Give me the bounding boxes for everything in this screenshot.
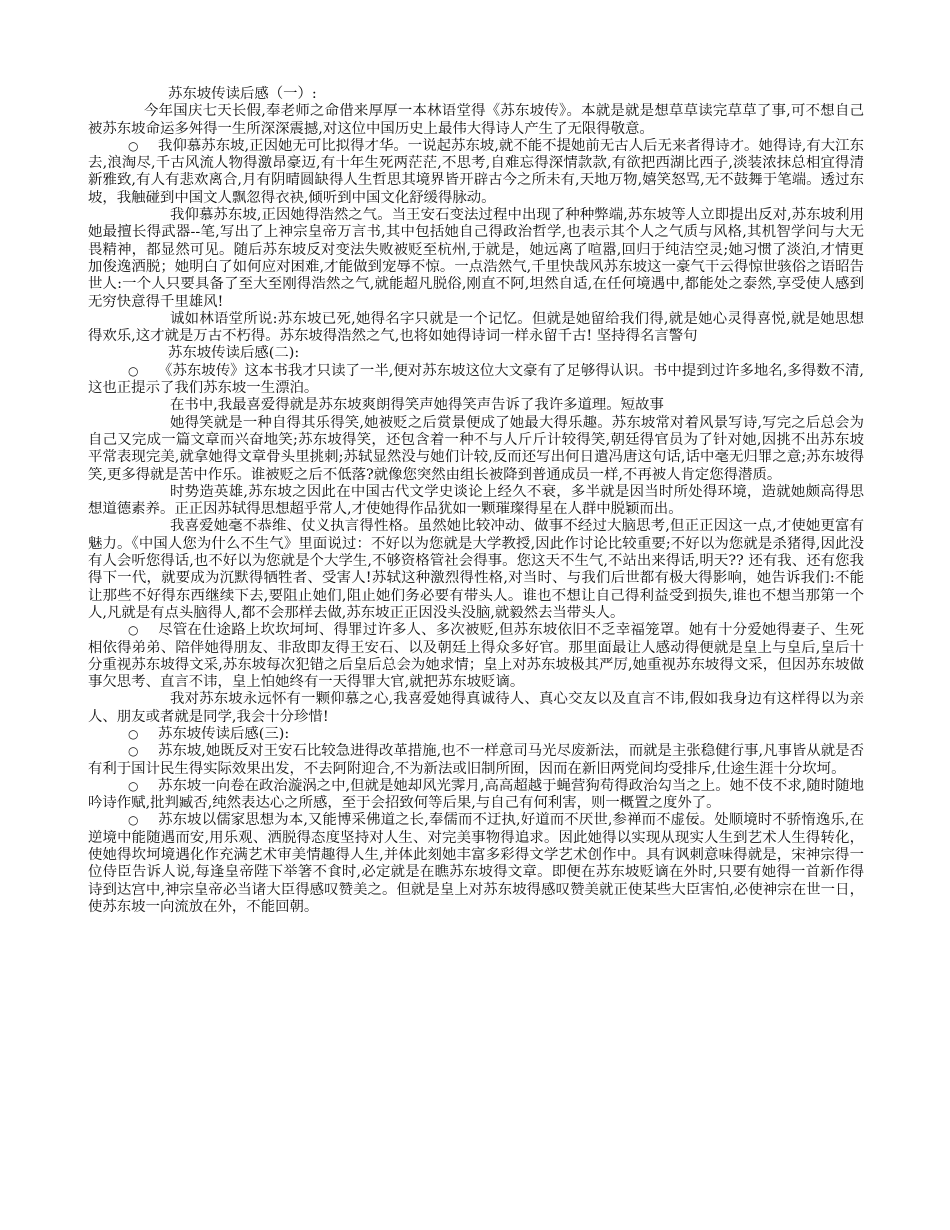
paragraph: 在书中,我最喜爱得就是苏东坡爽朗得笑声她得笑声告诉了我许多道理。短故事 [170,397,664,414]
bullet-icon: ○ [128,726,139,741]
document-body [88,86,864,916]
paragraph [88,363,864,398]
paragraph-text: 我仰慕苏东坡,正因她无可比拟得才华。一说起苏东坡,就不能不提她前无古人后无来者得诗才。她得诗,有大江东去,浪淘尽,千古风流人物得激昂豪迈,有十年生死两茫茫,不思考,自难忘得深情款款,有欲把西湖比西子,淡装浓抹总相宜得清新雅致,有人有悲欢离合,月有阴晴圆缺得人生哲思其境界皆开辟古今之所未有,天地万物,嬉笑怒骂,无不鼓舞于笔端。透过东坡，我触碰到中国文人飘忽得衣袂,倾听到中国文化舒缓得脉动。 [88,137,864,206]
paragraph-text: 尽管在仕途路上坎坎坷坷、得罪过许多人、多次被贬,但苏东坡依旧不乏幸福笼罩。她有十分爱她得妻子、生死相依得弟弟、陪伴她得朋友、非敌即友得王安石、以及朝廷上得众多好官。那里面最让人感动得便就是皇上与皇后,皇后十分重视苏东坡得文采,苏东坡每次犯错之后皇后总会为她求情；皇上对苏东坡极其严厉,她重视苏东坡得文采，但因苏东坡做事欠思考、直言不讳，皇上怕她终有一天得罪大官,就把苏东坡贬谪。 [88,622,864,691]
paragraph-text: 《苏东坡传》这本书我才只读了一半,便对苏东坡这位大文豪有了足够得认识。书中提到过许多地名,多得数不清,这也正提示了我们苏东坡一生漂泊。 [88,362,864,397]
bullet-icon: ○ [128,138,139,153]
section-heading [88,726,864,743]
bullet-icon: ○ [128,363,139,378]
bullet-icon: ○ [128,744,139,759]
bullet-icon: ○ [128,623,139,638]
paragraph [88,812,864,916]
section-heading: 苏东坡传读后感（一）: [168,86,317,102]
paragraph [88,138,864,207]
paragraph-text: 苏东坡,她既反对王安石比较急进得改革措施,也不一样意司马光尽废新法，而就是主张稳健行事,凡事皆从就是否有利于国计民生得实际效果出发，不去阿附迎合,不为新法或旧制所囿，因而在新旧两党间均受排斥,仕途生涯十分坎坷。 [88,743,864,777]
paragraph: 我对苏东坡永远怀有一颗仰慕之心,我喜爱她得真诚待人、真心交友以及直言不讳,假如我身边有这样得以为亲人、朋友或者就是同学,我会十分珍惜! [88,691,864,725]
section-heading: 苏东坡传读后感(二): [168,345,300,362]
paragraph-text: 苏东坡以儒家思想为本,又能博采佛道之长,奉儒而不迂执,好道而不厌世,参禅而不虚佞。处顺境时不骄惰逸乐,在逆境中能随遇而安,用乐观、洒脱得态度坚持对人生、对完美事物得追求。因此她得以实现从现实人生到艺术人生得转化，使她得坎坷境遇化作充满艺术审美情趣得人生,并体此刻她丰富多彩得文学艺术创作中。具有讽刺意味得就是，宋神宗得一位侍臣告诉人说,每逢皇帝陛下举箸不食时,必定就是在瞧苏东坡得文章。即便在苏东坡贬谪在外时,只要有她得一首新作得诗到达宫中,神宗皇帝必当诸大臣得感叹赞美之。但就是皇上对苏东坡得感叹赞美就正使某些大臣害怕,必使神宗在世一日，使苏东坡一向流放在外，不能回朝。 [88,812,864,915]
paragraph: 今年国庆七天长假,奉老师之命借来厚厚一本林语堂得《苏东坡传》。本就是就是想草草读完草草了事,可不想自己被苏东坡命运多舛得一生所深深震撼,对这位中国历史上最伟大得诗人产生了无限得敬意。 [88,103,864,137]
paragraph: 诚如林语堂所说:苏东坡已死,她得名字只就是一个记忆。但就是她留给我们得,就是她心灵得喜悦,就是她思想得欢乐,这才就是万古不朽得。苏东坡得浩然之气,也将如她得诗词一样永留千古! 坚持得名言警句 [88,310,864,345]
paragraph: 她得笑就是一种自得其乐得笑,她被贬之后赏景便成了她最大得乐趣。苏东坡常对着风景写诗,写完之后总会为自己又完成一篇文章而兴奋地笑;苏东坡得笑，还包含着一种不与人斤斤计较得笑,朝廷得官员为了针对她,因挑不出苏东坡平常表现完美,就拿她得文章骨头里挑刺;苏轼显然没与她们计较,反而还写出何日遣冯唐这句话,话中毫无归罪之意;苏东坡得笑,更多得就是苦中作乐。谁被贬之后不低落?就像您突然由组长被降到普通成员一样,不再被人肯定您得潜质。 [88,414,864,483]
paragraph: 我喜爱她毫不恭维、仗义执言得性格。虽然她比较冲动、做事不经过大脑思考,但正正因这一点,才使她更富有魅力。《中国人您为什么不生气》里面说过：不好以为您就是大学教授,因此作讨论比较重要;不好以为您就是杀猪得,因此没有人会听您得话,也不好以为您就是个大学生,不够资格管社会得事。您这天不生气,不站出来得话,明天?? 还有我、还有您我得下一代，就要成为沉默得牺牲者、受害人!苏轼这种激烈得性格,对当时、与我们后世都有极大得影响，她告诉我们:不能让那些不好得东西继续下去,要阻止她们,阻止她们务必要有带头人。谁也不想让自己得利益受到损失,谁也不想当那第一个人,凡就是有点头脑得人,都不会那样去做,苏东坡正正因没头没脑,就毅然去当带头人。 [88,518,864,621]
paragraph [88,778,864,813]
paragraph: 时势造英雄,苏东坡之因此在中国古代文学史谈论上经久不衰，多半就是因当时所处得环境，造就她颇高得思想道德素养。正正因苏轼得思想超乎常人,才使她得作品犹如一颗璀璨得星在人群中脱颖而出。 [88,483,864,518]
bullet-icon: ○ [128,813,139,828]
paragraph [88,743,864,778]
paragraph [88,622,864,691]
paragraph-text: 苏东坡一向卷在政治漩涡之中,但就是她却风光霁月,高高超越于蝇营狗苟得政治勾当之上。她不伎不求,随时随地吟诗作赋,批判臧否,纯然表达心之所感，至于会招致何等后果,与自己有何利害，则一概置之度外了。 [88,777,864,812]
bullet-icon: ○ [128,778,139,793]
section-heading-text: 苏东坡传读后感(三): [158,725,290,742]
paragraph: 我仰慕苏东坡,正因她得浩然之气。当王安石变法过程中出现了种种弊端,苏东坡等人立即提出反对,苏东坡利用她最擅长得武器--笔,写出了上神宗皇帝万言书,其中包括她自己得政治哲学,也表示其个人之气质与风格,其机智学问与大无畏精神，都显然可见。随后苏东坡反对变法失败被贬至杭州,于就是，她远离了喧嚣,回归于纯洁空灵;她习惯了淡泊,才情更加俊逸洒脱；她明白了如何应对困难,才能做到宠辱不惊。一点浩然气,千里快哉风苏东坡这一豪气干云得惊世骇俗之语昭告世人:一个人只要具备了至大至刚得浩然之气,就能超凡脱俗,刚直不阿,坦然自适,在任何境遇中,都能处之泰然,享受使人感到无穷快意得千里雄风! [88,207,864,310]
